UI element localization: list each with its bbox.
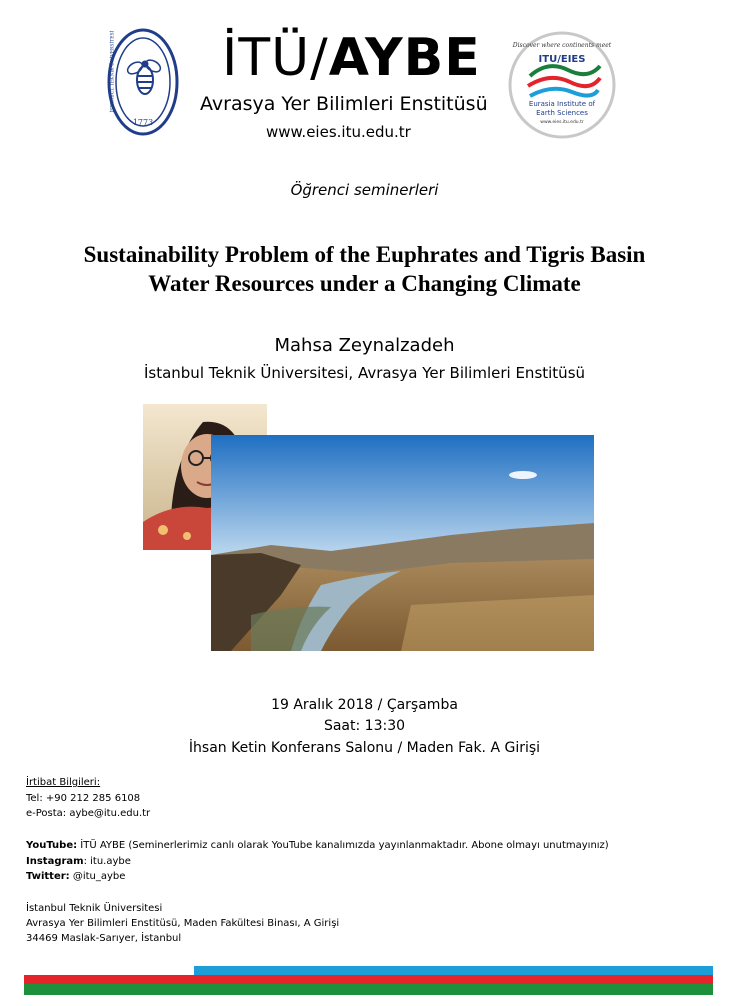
youtube-text: İTÜ AYBE (Seminerlerimiz canlı olarak YouTube kanalımızda yayınlanmaktadır. Abone olmayı unutmayınız) (77, 840, 609, 851)
title-thin: İTÜ/ (222, 28, 329, 88)
social-twitter[interactable] (26, 869, 125, 884)
speaker-affiliation: İstanbul Teknik Üniversitesi, Avrasya Yer Bilimleri Enstitüsü (143, 364, 586, 382)
logo-line2: Earth Sciences (536, 109, 588, 117)
footer-bar-green (24, 984, 713, 995)
logo-url: www.eies.itu.edu.tr (540, 120, 584, 125)
contact-phone[interactable]: Tel: +90 212 285 6108 (26, 793, 141, 804)
event-time: Saat: 13:30 (323, 718, 406, 734)
address-line-3: 34469 Maslak-Sarıyer, İstanbul (26, 933, 182, 944)
contact-email[interactable]: e-Posta: aybe@itu.edu.tr (26, 808, 151, 819)
social-youtube[interactable] (26, 838, 609, 853)
seminar-title (30, 240, 699, 298)
address-line-1: İstanbul Teknik Üniversitesi (26, 903, 163, 914)
contact-heading: İrtibat Bilgileri: (26, 777, 101, 788)
logo-line1: Eurasia Institute of (528, 100, 596, 108)
euphrates-landscape-photo (211, 435, 594, 651)
title-line-2: Water Resources under a Changing Climate (148, 271, 581, 296)
youtube-label: YouTube: (26, 840, 78, 851)
eies-logo (508, 30, 616, 140)
itu-seal-logo (107, 28, 179, 136)
title-bold: AYBE (328, 28, 481, 88)
seal-ring-text: İSTANBUL TEKNİK ÜNİVERSİTESİ (110, 30, 116, 113)
header-title (222, 28, 481, 88)
seminar-type: Öğrenci seminerleri (290, 181, 439, 199)
title-line-1: Sustainability Problem of the Euphrates and Tigris Basin (83, 242, 646, 267)
speaker-name: Mahsa Zeynalzadeh (274, 335, 455, 356)
instagram-label: Instagram (26, 856, 84, 867)
twitter-text: @itu_aybe (69, 871, 126, 882)
address-line-2: Avrasya Yer Bilimleri Enstitüsü, Maden Fakültesi Binası, A Girişi (26, 918, 340, 929)
twitter-label: Twitter: (26, 871, 70, 882)
logo-name: ITU/EIES (538, 54, 586, 65)
institute-url[interactable]: www.eies.itu.edu.tr (266, 123, 411, 141)
instagram-text: : itu.aybe (83, 856, 131, 867)
seal-year: 1773 (132, 118, 154, 127)
footer-bar-red (24, 975, 713, 984)
social-instagram[interactable] (26, 854, 131, 869)
logo-arc-text: Discover where continents meet (512, 42, 612, 49)
institute-name: Avrasya Yer Bilimleri Enstitüsü (200, 93, 488, 115)
event-place: İhsan Ketin Konferans Salonu / Maden Fak. A Girişi (188, 740, 541, 756)
event-date: 19 Aralık 2018 / Çarşamba (271, 697, 458, 713)
